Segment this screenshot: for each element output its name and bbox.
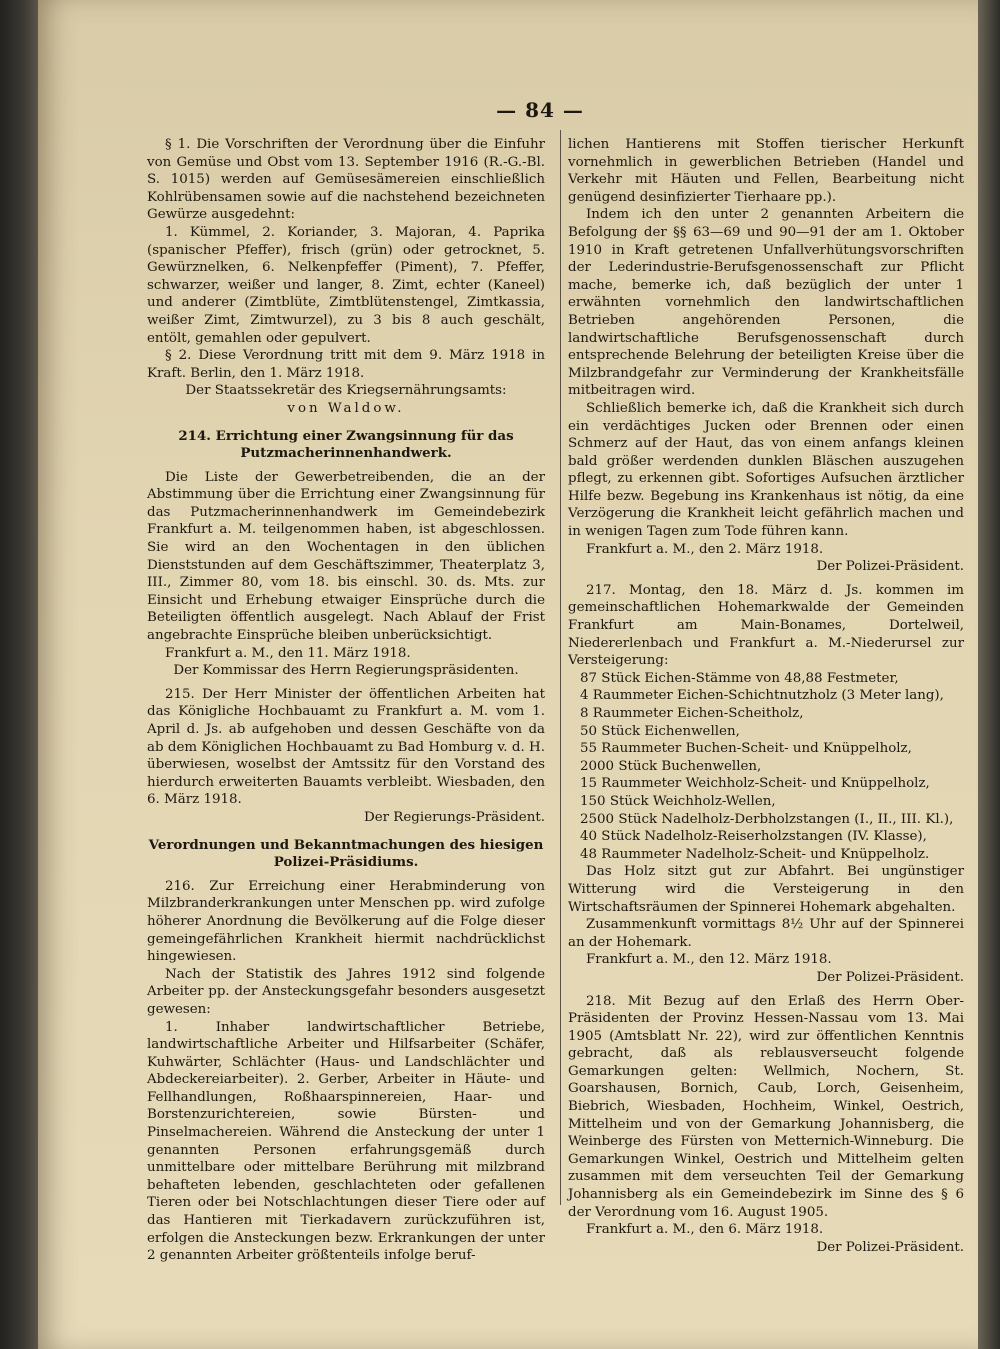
left-column-paragraph: 214. Errichtung einer Zwangsinnung für das Putzmacherinnenhandwerk.	[178, 427, 514, 462]
left-column-paragraph: Der Staatssekretär des Kriegsernährungsamts:	[185, 383, 507, 399]
left-column-paragraph: von Waldow.	[287, 400, 405, 416]
left-column-paragraph: 216. Zur Erreichung einer Herabminderung von Milzbranderkrankungen unter Menschen pp. wird zufolge höherer Anordnung die Bevölkerung auf die Folge dieser gemeingefährlichen Krankheit hiermit nachdrücklichst hingewiesen.	[147, 878, 545, 965]
right-column-paragraph: 4 Raummeter Eichen-Schichtnutzholz (3 Meter lang),	[580, 688, 944, 704]
left-column-paragraph: § 2. Diese Verordnung tritt mit dem 9. März 1918 in Kraft. Berlin, den 1. März 1918.	[147, 348, 545, 381]
right-column-paragraph: 150 Stück Weichholz-Wellen,	[580, 793, 776, 809]
left-column-paragraph: 1. Inhaber landwirtschaftlicher Betriebe, landwirtschaftliche Arbeiter und Hilfsarbeiter (Schäfer, Kuhwärter, Schlächter (Haus- und Landschlächter und Abdeckereiarbeiter). 2. Gerber, Arbeiter in Häute- und Fellhandlungen, Roßhaarspinnereien, Haar- und Borstenzurichtereien, sowie Bürsten- und Pinselmachereien. Während die Ansteckung der unter 1 genannten Personen erfahrungsgemäß durch unmittelbare oder mittelbare Berührung mit milzbrand behafteten lebenden, geschlachteten oder gefallenen Tieren oder bei Notschlachtungen dieser Tiere oder auf das Hantieren mit Tierkadavern zurückzuführen ist, erfolgen die Ansteckungen bezw. Erkrankungen der unter 2 genannten Arbeiter größtenteils infolge beruf-	[147, 1019, 545, 1264]
right-column-paragraph: 55 Raummeter Buchen-Scheit- und Knüppelholz,	[580, 741, 912, 757]
page-edge	[978, 0, 1000, 1349]
right-column-paragraph: Zusammenkunft vormittags 8½ Uhr auf der Spinnerei an der Hohemark.	[568, 917, 964, 950]
left-column-paragraph: Der Kommissar des Herrn Regierungspräsidenten.	[173, 663, 519, 679]
left-column-paragraph: Der Regierungs-Präsident.	[363, 809, 545, 825]
right-column-paragraph: 218. Mit Bezug auf den Erlaß des Herrn Ober-Präsidenten der Provinz Hessen-Nassau vom 13. Mai 1905 (Amtsblatt Nr. 22), wird zur öffentlichen Kenntnis gebracht, daß als reblausverseucht folgende Gemarkungen gelten: Wellmich, Nochern, St. Goarshausen, Bornich, Caub, Lorch, Geisenheim, Biebrich, Wiesbaden, Hochheim, Winkel, Oestrich, Mittelheim und von der Gemarkung Johannisberg, die Weinberge des Fürsten von Metternich-Winneburg. Die Gemarkungen Winkel, Oestrich und Mittelheim gelten zusammen mit dem verseuchten Teil der Gemarkung Johannisberg als ein Gemeindebezirk im Sinne des § 6 der Verordnung vom 16. August 1905.	[568, 993, 964, 1220]
left-column	[147, 136, 545, 1265]
right-column-paragraph: 15 Raummeter Weichholz-Scheit- und Knüppelholz,	[580, 776, 930, 792]
column-divider	[560, 130, 561, 1205]
left-column-paragraph: Frankfurt a. M., den 11. März 1918.	[165, 645, 411, 661]
right-column-paragraph: 217. Montag, den 18. März d. Js. kommen im gemeinschaftlichen Hohemarkwalde der Gemeinden Frankfurt am Main-Bonames, Dortelweil, Niedererlenbach und Frankfurt a. M.-Niederursel zur Versteigerung:	[568, 582, 964, 669]
right-column-paragraph: Der Polizei-Präsident.	[816, 969, 964, 985]
right-column-paragraph: Das Holz sitzt gut zur Abfahrt. Bei ungünstiger Witterung wird die Versteigerung in den Wirtschaftsräumen der Spinnerei Hohemark abgehalten.	[568, 864, 964, 915]
right-column	[568, 136, 964, 1256]
right-column-paragraph: 8 Raummeter Eichen-Scheitholz,	[580, 706, 804, 721]
left-column-paragraph: Verordnungen und Bekanntmachungen des hiesigen Polizei-Präsidiums.	[148, 836, 544, 871]
left-column-paragraph: § 1. Die Vorschriften der Verordnung über die Einfuhr von Gemüse und Obst vom 13. September 1916 (R.-G.-Bl. S. 1015) werden auf Gemüsesämereien einschließlich Kohlrübensamen sowie auf die nachstehend bezeichneten Gewürze ausgedehnt:	[147, 137, 545, 223]
right-column-paragraph: 87 Stück Eichen-Stämme von 48,88 Festmeter,	[580, 670, 899, 686]
left-column-paragraph: 215. Der Herr Minister der öffentlichen Arbeiten hat das Königliche Hochbauamt zu Frankfurt a. M. vom 1. April d. Js. ab aufgehoben und dessen Geschäfte von da ab dem Königlichen Hochbauamt zu Bad Homburg v. d. H. überwiesen, woselbst der Amtssitz für den Vorstand des hierdurch erweiterten Bauamts verbleibt. Wiesbaden, den 6. März 1918.	[147, 686, 545, 808]
right-column-paragraph: Frankfurt a. M., den 12. März 1918.	[586, 952, 832, 968]
right-column-paragraph: Frankfurt a. M., den 6. März 1918.	[586, 1222, 824, 1238]
right-column-paragraph: 2500 Stück Nadelholz-Derbholzstangen (I., II., III. Kl.),	[580, 811, 954, 827]
book-binding	[0, 0, 38, 1349]
right-column-paragraph: Der Polizei-Präsident.	[816, 559, 964, 575]
right-column-paragraph: 50 Stück Eichenwellen,	[580, 723, 740, 739]
right-column-paragraph: Der Polizei-Präsident.	[816, 1239, 964, 1255]
right-column-paragraph: Schließlich bemerke ich, daß die Krankheit sich durch ein verdächtiges Jucken oder Brennen oder einen Schmerz auf der Haut, das von einem anfangs kleinen bald größer werdenden dunklen Bläschen auszugehen pflegt, zu erkennen gibt. Sofortiges Aufsuchen ärztlicher Hilfe bezw. Begebung ins Krankenhaus ist nötig, da eine Verzögerung die Krankheit leicht gefährlich machen und in wenigen Tagen zum Tode führen kann.	[568, 400, 964, 540]
right-column-paragraph: 48 Raummeter Nadelholz-Scheit- und Knüppelholz.	[580, 846, 930, 862]
left-column-paragraph: Die Liste der Gewerbetreibenden, die an der Abstimmung über die Errichtung einer Zwangsinnung für das Putzmacherinnenhandwerk im Gemeindebezirk Frankfurt a. M. teilgenommen haben, ist abgeschlossen. Sie wird an den Wochentagen in den üblichen Dienststunden auf dem Geschäftszimmer, Theaterplatz 3, III., Zimmer 80, vom 18. bis einschl. 30. ds. Mts. zur Einsicht und Erhebung etwaiger Einsprüche durch die Beteiligten öffentlich ausgelegt. Nach Ablauf der Frist angebrachte Einsprüche bleiben unberücksichtigt.	[147, 469, 545, 644]
right-column-paragraph: Frankfurt a. M., den 2. März 1918.	[586, 541, 824, 557]
right-column-paragraph: 40 Stück Nadelholz-Reiserholzstangen (IV. Klasse),	[580, 829, 927, 845]
right-column-paragraph: Indem ich den unter 2 genannten Arbeitern die Befolgung der §§ 63—69 und 90—91 der am 1. Oktober 1910 in Kraft getretenen Unfallverhütungsvorschriften der Lederindustrie-Berufsgenossenschaft zur Pflicht mache, bemerke ich, daß bezüglich der unter 1 erwähnten vornehmlich den landwirtschaftlichen Betrieben angehörenden Personen, die landwirtschaftliche Berufsgenossenschaft durch entsprechende Belehrung der beteiligten Kreise über die Milzbrandgefahr zur Verminderung der Krankheitsfälle mitbeitragen wird.	[568, 207, 964, 399]
left-column-paragraph: 1. Kümmel, 2. Koriander, 3. Majoran, 4. Paprika (spanischer Pfeffer), frisch (grün) oder getrocknet, 5. Gewürznelken, 6. Nelkenpfeffer (Piment), 7. Pfeffer, schwarzer, weißer und langer, 8. Zimt, echter (Kaneel) und anderer (Zimtblüte, Zimtblütenstengel, Zimtkassia, weißer Zimt, Zimtwurzel), zu 3 bis 8 auch geschält, entölt, gemahlen oder gepulvert.	[147, 224, 545, 346]
right-column-paragraph: 2000 Stück Buchenwellen,	[580, 758, 762, 774]
right-column-paragraph: lichen Hantierens mit Stoffen tierischer Herkunft vornehmlich in gewerblichen Betrieben (Handel und Verkehr mit Häuten und Fellen, Bearbeitung nicht genügend desinfizierter Tierhaare pp.).	[568, 137, 964, 205]
page-number: — 84 —	[496, 98, 584, 122]
left-column-paragraph: Nach der Statistik des Jahres 1912 sind folgende Arbeiter pp. der Ansteckungsgefahr besonders ausgesetzt gewesen:	[147, 966, 545, 1017]
